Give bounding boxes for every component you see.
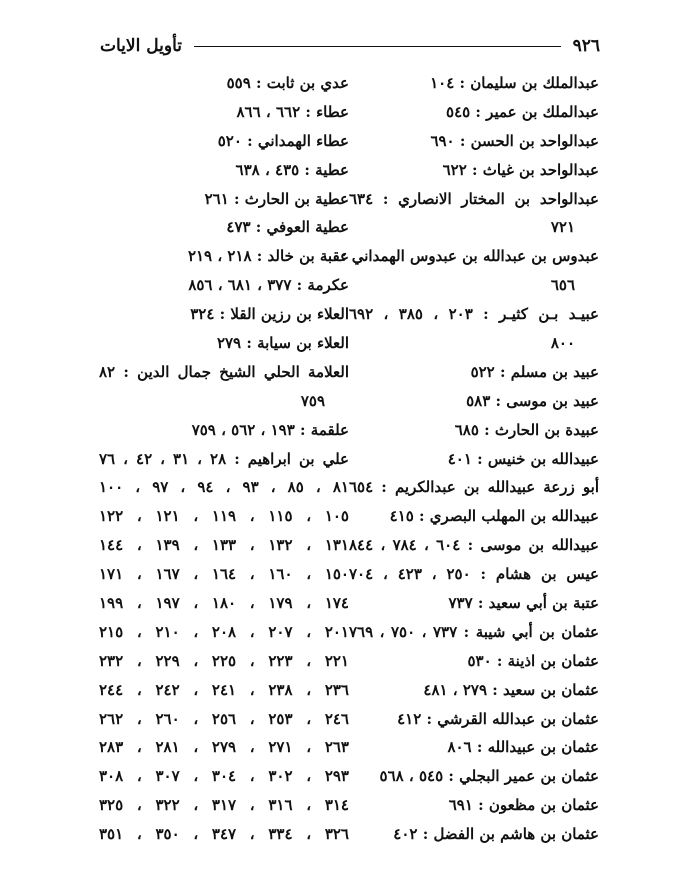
index-entry: عتبة بن أبي سعيد : ٧٣٧ xyxy=(448,594,599,613)
index-entry: عبدوس بن عبدالله بن عبدوس الهمداني : xyxy=(340,247,599,266)
index-entry: عثمان بن هاشم بن الفضل : ٤٠٢ xyxy=(393,825,599,844)
index-entry: ٨١ ، ٨٥ ، ٩٣ ، ٩٤ ، ٩٧ ، ١٠٠ xyxy=(99,478,349,497)
index-entry-continuation: ٧٢١ xyxy=(550,218,575,237)
index-entry: عطية العوفي : ٤٧٣ xyxy=(226,218,349,237)
index-entry: ٢٣٦ ، ٢٣٨ ، ٢٤١ ، ٢٤٢ ، ٢٤٤ xyxy=(99,680,349,699)
index-entry: عثمان بن مظعون : ٦٩١ xyxy=(448,796,599,815)
index-entry: العلاء بن رزين القلا : ٣٢٤ xyxy=(190,305,349,324)
index-entry: أبو زرعة عبيدالله بن عبدالكريم : ٦٥٤ xyxy=(349,478,599,497)
index-entry: عبدالواحد بن المختار الانصاري : ٦٣٤ xyxy=(349,189,599,208)
index-entry: عبيـد بـن كثيـر : ٢٠٣ ، ٣٨٥ ، ٦٩٢ xyxy=(349,305,599,324)
index-entry: عبيدالله بن المهلب البصري : ٤١٥ xyxy=(389,507,599,526)
index-entry: ١٥٠ ، ١٦٠ ، ١٦٤ ، ١٦٧ ، ١٧١ xyxy=(99,565,349,584)
index-entry: ٣٢٦ ، ٣٣٤ ، ٣٤٧ ، ٣٥٠ ، ٣٥١ xyxy=(99,825,349,844)
index-entry: عبيدالله بن خنيس : ٤٠١ xyxy=(447,449,599,468)
index-entry: عكرمة : ٣٧٧ ، ٦٨١ ، ٨٥٦ xyxy=(188,276,349,295)
index-entry: عطية بن الحارث : ٢٦١ xyxy=(204,189,349,208)
index-entry: ٢٢١ ، ٢٢٣ ، ٢٢٥ ، ٢٢٩ ، ٢٣٢ xyxy=(99,651,349,670)
index-entry: عبدالواحد بن الحسن : ٦٩٠ xyxy=(430,131,599,150)
index-entry: العلامة الحلي الشيخ جمال الدين : ٨٢ xyxy=(99,362,349,381)
index-entry: عطاء الهمداني : ٥٢٠ xyxy=(217,131,349,150)
header-rule xyxy=(194,46,561,47)
page-number: ٩٢٦ xyxy=(572,36,600,56)
index-column-right xyxy=(340,69,599,849)
index-entry: ٢٦٣ ، ٢٧١ ، ٢٧٩ ، ٢٨١ ، ٢٨٣ xyxy=(99,738,349,757)
index-entry: عقبة بن خالد : ٢١٨ ، ٢١٩ xyxy=(187,247,349,266)
index-entry: عثمان بن عمير البجلي : ٥٤٥ ، ٥٦٨ xyxy=(379,767,599,786)
index-entry: ٣١٤ ، ٣١٦ ، ٣١٧ ، ٣٢٢ ، ٣٢٥ xyxy=(99,796,349,815)
index-entry-continuation: ٦٥٦ xyxy=(550,276,575,295)
index-entry: ١٧٤ ، ١٧٩ ، ١٨٠ ، ١٩٧ ، ١٩٩ xyxy=(99,594,349,613)
index-entry: عبيدة بن الحارث : ٦٨٥ xyxy=(454,420,599,439)
index-entry: عيس بن هشام : ٢٥٠ ، ٤٢٣ ، ٧٠٤ xyxy=(349,565,599,584)
index-entry: ٢٤٦ ، ٢٥٣ ، ٢٥٦ ، ٢٦٠ ، ٢٦٢ xyxy=(99,709,349,728)
index-entry: ٢٩٣ ، ٣٠٢ ، ٣٠٤ ، ٣٠٧ ، ٣٠٨ xyxy=(99,767,349,786)
index-entry: عثمان بن عبيدالله : ٨٠٦ xyxy=(447,738,599,757)
index-entry: عثمان بن عبدالله القرشي : ٤١٢ xyxy=(397,709,599,728)
index-entry: علقمة : ١٩٣ ، ٥٦٢ ، ٧٥٩ xyxy=(191,420,349,439)
index-entry: عثمان بن اذينة : ٥٣٠ xyxy=(467,651,599,670)
index-entry: عطاء : ٦٦٢ ، ٨٦٦ xyxy=(236,102,349,121)
index-entry: عثمان بن سعيد : ٢٧٩ ، ٤٨١ xyxy=(423,680,599,699)
index-entry: عبيد بن موسى : ٥٨٣ xyxy=(466,391,599,410)
index-entry: ٢٠١ ، ٢٠٧ ، ٢٠٨ ، ٢١٠ ، ٢١٥ xyxy=(99,622,349,641)
index-entry: ١٠٥ ، ١١٥ ، ١١٩ ، ١٢١ ، ١٢٢ xyxy=(99,507,349,526)
index-entry-continuation: ٧٥٩ xyxy=(300,391,325,410)
running-header xyxy=(100,34,600,58)
index-entry: عبيدالله بن موسى : ٦٠٤ ، ٧٨٤ ، ٨٤٤ xyxy=(349,536,599,555)
index-entry: عثمان بن أبي شيبة : ٧٣٧ ، ٧٥٠ ، ٧٦٩ xyxy=(349,622,599,641)
index-column-left xyxy=(99,69,349,849)
index-entry: عبدالواحد بن غياث : ٦٢٢ xyxy=(442,160,599,179)
index-entry: عطية : ٤٣٥ ، ٦٣٨ xyxy=(235,160,349,179)
index-entry: عبيد بن مسلم : ٥٢٢ xyxy=(470,362,599,381)
index-entry: عبدالملك بن عمير : ٥٤٥ xyxy=(446,102,599,121)
index-entry: علي بن ابراهيم : ٢٨ ، ٣١ ، ٤٢ ، ٧٦ xyxy=(99,449,349,468)
index-entry: عدي بن ثابت : ٥٥٩ xyxy=(226,74,349,92)
index-entry: عبدالملك بن سليمان : ١٠٤ xyxy=(430,74,599,92)
index-entry: ١٣١ ، ١٣٢ ، ١٣٣ ، ١٣٩ ، ١٤٤ xyxy=(99,536,349,555)
index-entry: العلاء بن سيابة : ٢٧٩ xyxy=(216,334,349,353)
index-entry-continuation: ٨٠٠ xyxy=(550,334,575,353)
book-title: تأويل الايات xyxy=(100,36,182,56)
